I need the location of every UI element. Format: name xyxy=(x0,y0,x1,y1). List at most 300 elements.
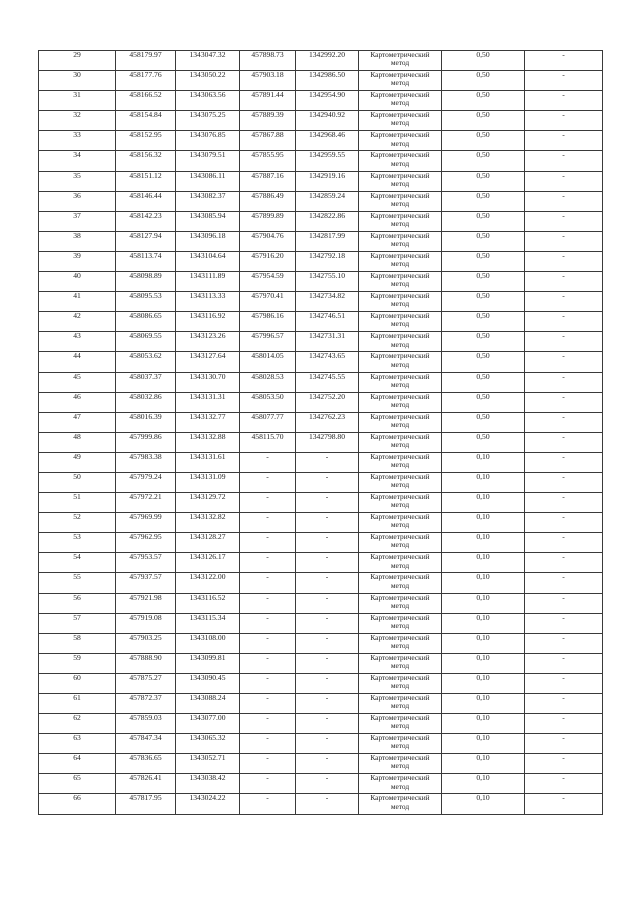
y-coordinate-cell: 1343131.61 xyxy=(176,452,240,472)
accuracy-cell: 0,50 xyxy=(442,392,525,412)
accuracy-cell: 0,10 xyxy=(442,714,525,734)
accuracy-cell: 0,50 xyxy=(442,231,525,251)
method-line-2: метод xyxy=(390,98,410,108)
table-row xyxy=(39,553,603,573)
method-line-1: Картометрический xyxy=(370,231,430,240)
method-line-2: метод xyxy=(390,319,410,329)
accuracy-cell: 0,50 xyxy=(442,272,525,292)
y-coordinate-cell: 1343063.56 xyxy=(176,91,240,111)
y-coordinate-cell: 1343024.22 xyxy=(176,794,240,814)
description-cell: - xyxy=(525,131,603,151)
y-coordinate-cell: 1343116.52 xyxy=(176,593,240,613)
y-coordinate-cell: 1343088.24 xyxy=(176,694,240,714)
method-line-1: Картометрический xyxy=(370,271,430,281)
method-line-1: Картометрический xyxy=(370,773,430,783)
method-cell xyxy=(359,91,442,111)
method-cell xyxy=(359,694,442,714)
x-coordinate-alt-cell: 458115.70 xyxy=(240,432,296,452)
table-row xyxy=(39,794,603,814)
method-cell xyxy=(359,553,442,573)
point-number-cell: 53 xyxy=(39,533,116,553)
y-coordinate-cell: 1343131.09 xyxy=(176,472,240,492)
accuracy-cell: 0,50 xyxy=(442,412,525,432)
y-coordinate-cell: 1343096.18 xyxy=(176,231,240,251)
point-number-cell: 33 xyxy=(39,131,116,151)
accuracy-cell: 0,50 xyxy=(442,131,525,151)
x-coordinate-alt-cell: 457904.76 xyxy=(240,231,296,251)
method-cell xyxy=(359,734,442,754)
description-cell: - xyxy=(525,593,603,613)
y-coordinate-cell: 1343079.51 xyxy=(176,151,240,171)
description-cell: - xyxy=(525,71,603,91)
x-coordinate-cell: 457921.98 xyxy=(116,593,176,613)
method-cell xyxy=(359,151,442,171)
accuracy-cell: 0,10 xyxy=(442,553,525,573)
accuracy-cell: 0,50 xyxy=(442,332,525,352)
x-coordinate-alt-cell: 458014.05 xyxy=(240,352,296,372)
accuracy-cell: 0,50 xyxy=(442,91,525,111)
y-coordinate-alt-cell: - xyxy=(296,513,359,533)
x-coordinate-alt-cell: 457986.16 xyxy=(240,312,296,332)
x-coordinate-cell: 458086.65 xyxy=(116,312,176,332)
x-coordinate-cell: 458146.44 xyxy=(116,191,176,211)
table-row xyxy=(39,734,603,754)
x-coordinate-alt-cell: 457886.49 xyxy=(240,191,296,211)
y-coordinate-alt-cell: 1342762.23 xyxy=(296,412,359,432)
method-line-1: Картометрический xyxy=(370,432,430,441)
y-coordinate-cell: 1343116.92 xyxy=(176,312,240,332)
table-row xyxy=(39,573,603,593)
method-line-2: метод xyxy=(390,640,410,650)
table-row xyxy=(39,292,603,312)
x-coordinate-alt-cell: - xyxy=(240,452,296,472)
x-coordinate-alt-cell: - xyxy=(240,573,296,593)
method-line-2: метод xyxy=(390,460,410,470)
accuracy-cell: 0,10 xyxy=(442,673,525,693)
y-coordinate-cell: 1343082.37 xyxy=(176,191,240,211)
point-number-cell: 38 xyxy=(39,231,116,251)
y-coordinate-cell: 1343052.71 xyxy=(176,754,240,774)
description-cell: - xyxy=(525,533,603,553)
point-number-cell: 48 xyxy=(39,432,116,452)
method-line-1: Картометрический xyxy=(370,492,430,502)
x-coordinate-cell: 458156.32 xyxy=(116,151,176,171)
table-row xyxy=(39,151,603,171)
method-line-2: метод xyxy=(390,118,410,128)
description-cell: - xyxy=(525,111,603,131)
table-row xyxy=(39,754,603,774)
point-number-cell: 29 xyxy=(39,51,116,71)
x-coordinate-cell: 458095.53 xyxy=(116,292,176,312)
x-coordinate-cell: 458154.84 xyxy=(116,111,176,131)
y-coordinate-alt-cell: 1342919.16 xyxy=(296,171,359,191)
method-line-2: метод xyxy=(390,761,410,771)
x-coordinate-cell: 457888.90 xyxy=(116,653,176,673)
y-coordinate-cell: 1343104.64 xyxy=(176,251,240,271)
point-number-cell: 42 xyxy=(39,312,116,332)
x-coordinate-alt-cell: 457996.57 xyxy=(240,332,296,352)
method-cell xyxy=(359,71,442,91)
method-cell xyxy=(359,251,442,271)
description-cell: - xyxy=(525,231,603,251)
x-coordinate-cell: 457903.25 xyxy=(116,633,176,653)
y-coordinate-alt-cell: 1342940.92 xyxy=(296,111,359,131)
x-coordinate-alt-cell: 457970.41 xyxy=(240,292,296,312)
method-line-1: Картометрический xyxy=(370,351,430,361)
y-coordinate-cell: 1343075.25 xyxy=(176,111,240,131)
method-line-2: метод xyxy=(390,399,410,409)
method-line-1: Картометрический xyxy=(370,512,430,522)
x-coordinate-alt-cell: - xyxy=(240,613,296,633)
table-row xyxy=(39,452,603,472)
y-coordinate-cell: 1343085.94 xyxy=(176,211,240,231)
method-line-2: метод xyxy=(390,419,410,429)
method-line-1: Картометрический xyxy=(370,251,430,260)
description-cell: - xyxy=(525,372,603,392)
table-row xyxy=(39,493,603,513)
description-cell: - xyxy=(525,754,603,774)
method-line-1: Картометрический xyxy=(370,171,430,180)
description-cell: - xyxy=(525,171,603,191)
accuracy-cell: 0,50 xyxy=(442,111,525,131)
method-cell xyxy=(359,191,442,211)
method-line-2: метод xyxy=(390,520,410,530)
point-number-cell: 45 xyxy=(39,372,116,392)
x-coordinate-cell: 457972.21 xyxy=(116,493,176,513)
table-row xyxy=(39,91,603,111)
table-row xyxy=(39,412,603,432)
y-coordinate-alt-cell: 1342755.10 xyxy=(296,272,359,292)
x-coordinate-cell: 458037.37 xyxy=(116,372,176,392)
method-cell xyxy=(359,633,442,653)
y-coordinate-cell: 1343050.22 xyxy=(176,71,240,91)
point-number-cell: 55 xyxy=(39,573,116,593)
table-row xyxy=(39,211,603,231)
y-coordinate-alt-cell: - xyxy=(296,533,359,553)
method-cell xyxy=(359,111,442,131)
description-cell: - xyxy=(525,714,603,734)
y-coordinate-alt-cell: - xyxy=(296,493,359,513)
x-coordinate-cell: 457859.03 xyxy=(116,714,176,734)
description-cell: - xyxy=(525,412,603,432)
point-number-cell: 62 xyxy=(39,714,116,734)
y-coordinate-cell: 1343108.00 xyxy=(176,633,240,653)
x-coordinate-alt-cell: - xyxy=(240,493,296,513)
description-cell: - xyxy=(525,774,603,794)
x-coordinate-cell: 457826.41 xyxy=(116,774,176,794)
x-coordinate-alt-cell: 457889.39 xyxy=(240,111,296,131)
method-line-2: метод xyxy=(390,158,410,168)
x-coordinate-alt-cell: - xyxy=(240,513,296,533)
description-cell: - xyxy=(525,513,603,533)
table-row xyxy=(39,131,603,151)
point-number-cell: 30 xyxy=(39,71,116,91)
accuracy-cell: 0,50 xyxy=(442,292,525,312)
method-line-1: Картометрический xyxy=(370,70,430,80)
y-coordinate-cell: 1343126.17 xyxy=(176,553,240,573)
point-number-cell: 46 xyxy=(39,392,116,412)
method-line-1: Картометрический xyxy=(370,331,430,341)
method-line-2: метод xyxy=(390,178,410,188)
x-coordinate-alt-cell: - xyxy=(240,673,296,693)
x-coordinate-cell: 457875.27 xyxy=(116,673,176,693)
coordinates-table-body xyxy=(39,51,603,815)
y-coordinate-cell: 1343113.33 xyxy=(176,292,240,312)
method-line-1: Картометрический xyxy=(370,311,430,321)
point-number-cell: 58 xyxy=(39,633,116,653)
table-row xyxy=(39,51,603,71)
table-row xyxy=(39,774,603,794)
accuracy-cell: 0,50 xyxy=(442,312,525,332)
y-coordinate-alt-cell: - xyxy=(296,472,359,492)
point-number-cell: 52 xyxy=(39,513,116,533)
x-coordinate-cell: 458151.12 xyxy=(116,171,176,191)
y-coordinate-alt-cell: 1342798.80 xyxy=(296,432,359,452)
method-cell xyxy=(359,714,442,734)
y-coordinate-cell: 1343130.70 xyxy=(176,372,240,392)
method-line-1: Картометрический xyxy=(370,613,430,622)
method-cell xyxy=(359,513,442,533)
y-coordinate-cell: 1343122.00 xyxy=(176,573,240,593)
y-coordinate-alt-cell: - xyxy=(296,774,359,794)
description-cell: - xyxy=(525,312,603,332)
table-row xyxy=(39,653,603,673)
x-coordinate-alt-cell: - xyxy=(240,593,296,613)
table-row xyxy=(39,633,603,653)
x-coordinate-cell: 458113.74 xyxy=(116,251,176,271)
y-coordinate-cell: 1343131.31 xyxy=(176,392,240,412)
description-cell: - xyxy=(525,91,603,111)
method-line-1: Картометрический xyxy=(370,532,430,542)
method-line-1: Картометрический xyxy=(370,291,430,301)
x-coordinate-alt-cell: - xyxy=(240,754,296,774)
method-line-2: метод xyxy=(390,339,410,349)
method-line-1: Картометрический xyxy=(370,713,430,723)
accuracy-cell: 0,10 xyxy=(442,754,525,774)
accuracy-cell: 0,10 xyxy=(442,734,525,754)
point-number-cell: 54 xyxy=(39,553,116,573)
table-row xyxy=(39,533,603,553)
method-line-2: метод xyxy=(390,721,410,731)
method-line-2: метод xyxy=(390,78,410,88)
method-line-2: метод xyxy=(390,701,410,711)
x-coordinate-cell: 457962.95 xyxy=(116,533,176,553)
method-cell xyxy=(359,171,442,191)
method-cell xyxy=(359,272,442,292)
accuracy-cell: 0,50 xyxy=(442,171,525,191)
method-line-1: Картометрический xyxy=(370,753,430,763)
table-row xyxy=(39,432,603,452)
table-row xyxy=(39,472,603,492)
accuracy-cell: 0,50 xyxy=(442,191,525,211)
method-line-1: Картометрический xyxy=(370,452,430,461)
x-coordinate-cell: 458179.97 xyxy=(116,51,176,71)
method-line-1: Картометрический xyxy=(370,633,430,642)
y-coordinate-alt-cell: 1342986.50 xyxy=(296,71,359,91)
y-coordinate-alt-cell: 1342817.99 xyxy=(296,231,359,251)
y-coordinate-alt-cell: - xyxy=(296,794,359,814)
point-number-cell: 35 xyxy=(39,171,116,191)
method-line-2: метод xyxy=(390,138,410,148)
method-line-1: Картометрический xyxy=(370,110,430,120)
x-coordinate-cell: 457999.86 xyxy=(116,432,176,452)
y-coordinate-alt-cell: - xyxy=(296,754,359,774)
x-coordinate-cell: 457969.99 xyxy=(116,513,176,533)
x-coordinate-alt-cell: 457891.44 xyxy=(240,91,296,111)
y-coordinate-cell: 1343123.26 xyxy=(176,332,240,352)
y-coordinate-cell: 1343132.82 xyxy=(176,513,240,533)
method-cell xyxy=(359,493,442,513)
accuracy-cell: 0,10 xyxy=(442,573,525,593)
method-line-1: Картометрический xyxy=(370,793,430,803)
y-coordinate-alt-cell: 1342745.55 xyxy=(296,372,359,392)
y-coordinate-cell: 1343111.89 xyxy=(176,272,240,292)
description-cell: - xyxy=(525,472,603,492)
y-coordinate-alt-cell: 1342822.86 xyxy=(296,211,359,231)
description-cell: - xyxy=(525,211,603,231)
description-cell: - xyxy=(525,633,603,653)
description-cell: - xyxy=(525,51,603,71)
y-coordinate-alt-cell: - xyxy=(296,714,359,734)
method-line-2: метод xyxy=(390,500,410,510)
method-line-1: Картометрический xyxy=(370,211,430,220)
x-coordinate-cell: 458127.94 xyxy=(116,231,176,251)
accuracy-cell: 0,50 xyxy=(442,432,525,452)
point-number-cell: 40 xyxy=(39,272,116,292)
point-number-cell: 57 xyxy=(39,613,116,633)
x-coordinate-alt-cell: 457855.95 xyxy=(240,151,296,171)
x-coordinate-cell: 458032.86 xyxy=(116,392,176,412)
method-line-2: метод xyxy=(390,681,410,691)
y-coordinate-alt-cell: - xyxy=(296,633,359,653)
method-line-2: метод xyxy=(390,480,410,490)
y-coordinate-cell: 1343090.45 xyxy=(176,673,240,693)
accuracy-cell: 0,10 xyxy=(442,653,525,673)
y-coordinate-alt-cell: 1342954.90 xyxy=(296,91,359,111)
method-line-1: Картометрический xyxy=(370,693,430,702)
description-cell: - xyxy=(525,613,603,633)
accuracy-cell: 0,10 xyxy=(442,794,525,814)
method-cell xyxy=(359,673,442,693)
y-coordinate-cell: 1343129.72 xyxy=(176,493,240,513)
point-number-cell: 60 xyxy=(39,673,116,693)
point-number-cell: 59 xyxy=(39,653,116,673)
point-number-cell: 34 xyxy=(39,151,116,171)
x-coordinate-cell: 458177.76 xyxy=(116,71,176,91)
point-number-cell: 31 xyxy=(39,91,116,111)
x-coordinate-cell: 458098.89 xyxy=(116,272,176,292)
x-coordinate-alt-cell: - xyxy=(240,653,296,673)
table-row xyxy=(39,513,603,533)
method-line-2: метод xyxy=(390,801,410,811)
coordinates-table xyxy=(38,50,603,815)
y-coordinate-alt-cell: 1342731.31 xyxy=(296,332,359,352)
method-cell xyxy=(359,533,442,553)
x-coordinate-cell: 458166.52 xyxy=(116,91,176,111)
point-number-cell: 44 xyxy=(39,352,116,372)
table-row xyxy=(39,332,603,352)
y-coordinate-cell: 1343099.81 xyxy=(176,653,240,673)
accuracy-cell: 0,50 xyxy=(442,211,525,231)
x-coordinate-cell: 458069.55 xyxy=(116,332,176,352)
accuracy-cell: 0,10 xyxy=(442,613,525,633)
description-cell: - xyxy=(525,332,603,352)
description-cell: - xyxy=(525,452,603,472)
method-line-2: метод xyxy=(390,620,410,630)
accuracy-cell: 0,10 xyxy=(442,513,525,533)
y-coordinate-cell: 1343038.42 xyxy=(176,774,240,794)
accuracy-cell: 0,10 xyxy=(442,633,525,653)
x-coordinate-cell: 457919.08 xyxy=(116,613,176,633)
method-cell xyxy=(359,573,442,593)
description-cell: - xyxy=(525,392,603,412)
y-coordinate-alt-cell: 1342734.82 xyxy=(296,292,359,312)
point-number-cell: 64 xyxy=(39,754,116,774)
point-number-cell: 50 xyxy=(39,472,116,492)
method-line-1: Картометрический xyxy=(370,733,430,743)
method-line-2: метод xyxy=(390,580,410,590)
method-line-1: Картометрический xyxy=(370,653,430,662)
method-cell xyxy=(359,613,442,633)
point-number-cell: 47 xyxy=(39,412,116,432)
table-row xyxy=(39,231,603,251)
y-coordinate-cell: 1343047.32 xyxy=(176,51,240,71)
accuracy-cell: 0,50 xyxy=(442,51,525,71)
accuracy-cell: 0,50 xyxy=(442,151,525,171)
description-cell: - xyxy=(525,653,603,673)
method-line-2: метод xyxy=(390,560,410,570)
accuracy-cell: 0,50 xyxy=(442,71,525,91)
table-row xyxy=(39,352,603,372)
method-line-2: метод xyxy=(390,439,410,449)
point-number-cell: 61 xyxy=(39,694,116,714)
method-line-1: Картометрический xyxy=(370,130,430,140)
method-line-2: метод xyxy=(390,379,410,389)
x-coordinate-cell: 458142.23 xyxy=(116,211,176,231)
method-cell xyxy=(359,292,442,312)
y-coordinate-cell: 1343127.64 xyxy=(176,352,240,372)
method-line-1: Картометрический xyxy=(370,50,430,59)
accuracy-cell: 0,50 xyxy=(442,352,525,372)
description-cell: - xyxy=(525,493,603,513)
table-row xyxy=(39,312,603,332)
x-coordinate-cell: 458152.95 xyxy=(116,131,176,151)
method-line-2: метод xyxy=(390,58,410,68)
method-cell xyxy=(359,412,442,432)
accuracy-cell: 0,10 xyxy=(442,452,525,472)
x-coordinate-alt-cell: - xyxy=(240,694,296,714)
description-cell: - xyxy=(525,352,603,372)
method-line-1: Картометрический xyxy=(370,412,430,421)
y-coordinate-cell: 1343115.34 xyxy=(176,613,240,633)
accuracy-cell: 0,10 xyxy=(442,472,525,492)
y-coordinate-alt-cell: 1342859.24 xyxy=(296,191,359,211)
description-cell: - xyxy=(525,694,603,714)
method-line-2: метод xyxy=(390,259,410,269)
y-coordinate-alt-cell: 1342746.51 xyxy=(296,312,359,332)
x-coordinate-cell: 457847.34 xyxy=(116,734,176,754)
method-line-1: Картометрический xyxy=(370,90,430,100)
y-coordinate-alt-cell: - xyxy=(296,452,359,472)
accuracy-cell: 0,50 xyxy=(442,251,525,271)
x-coordinate-cell: 458016.39 xyxy=(116,412,176,432)
method-cell xyxy=(359,211,442,231)
table-row xyxy=(39,111,603,131)
description-cell: - xyxy=(525,292,603,312)
method-cell xyxy=(359,593,442,613)
x-coordinate-alt-cell: 458053.50 xyxy=(240,392,296,412)
description-cell: - xyxy=(525,734,603,754)
